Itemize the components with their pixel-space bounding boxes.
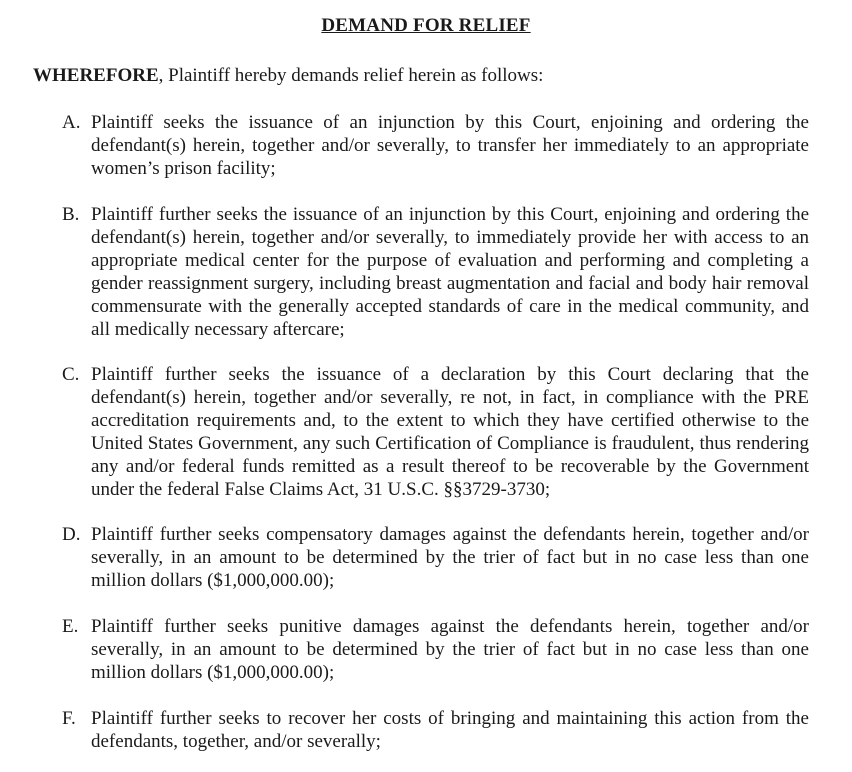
relief-item-d bbox=[62, 523, 809, 592]
intro-lead: WHEREFORE bbox=[33, 65, 159, 86]
relief-item-marker: D. bbox=[62, 524, 81, 545]
relief-item-f bbox=[62, 707, 809, 753]
relief-item-text: Plaintiff further seeks the issuance of a declaration by this Court declaring that the defendant(s) herein, together and/or severally, re not, in fact, in compliance with the PRE accreditation requirements and, to the extent to which they have certified otherwise to the United States Government, any such Certification of Compliance is fraudulent, thus rendering any and/or federal funds remitted as a result thereof to be recoverable by the Government under the federal False Claims Act, 31 U.S.C. §§3729-3730; bbox=[91, 364, 809, 500]
relief-item-text: Plaintiff seeks the issuance of an injunction by this Court, enjoining and ordering the defendant(s) herein, together and/or severally, to transfer her immediately to an appropriate women’s prison facility; bbox=[91, 112, 809, 179]
relief-item-c bbox=[62, 363, 809, 501]
relief-item-marker: C. bbox=[62, 364, 80, 385]
relief-item-text: Plaintiff further seeks compensatory damages against the defendants herein, together and/or severally, in an amount to be determined by the trier of fact but in no case less than one million dollars ($1,000,000.00); bbox=[91, 524, 809, 591]
relief-item-text: Plaintiff further seeks punitive damages against the defendants herein, together and/or severally, in an amount to be determined by the trier of fact but in no case less than one million dollars ($1,000,000.00); bbox=[91, 616, 809, 683]
relief-item-b bbox=[62, 203, 809, 341]
page-title: DEMAND FOR RELIEF bbox=[321, 15, 531, 36]
relief-item-a bbox=[62, 111, 809, 180]
relief-item-marker: E. bbox=[62, 616, 79, 637]
intro-paragraph bbox=[33, 64, 823, 87]
relief-item-text: Plaintiff further seeks the issuance of an injunction by this Court, enjoining and ordering the defendant(s) herein, together and/or severally, to immediately provide her with access to an appropriate medical center for the purpose of evaluation and performing and completing a gender reassignment surgery, including breast augmentation and facial and body hair removal commensurate with the generally accepted standards of care in the medical community, and all medically necessary aftercare; bbox=[91, 204, 809, 340]
relief-item-marker: F. bbox=[62, 708, 76, 729]
relief-item-marker: B. bbox=[62, 204, 80, 225]
intro-text: , Plaintiff hereby demands relief herein as follows: bbox=[158, 65, 544, 86]
relief-item-e bbox=[62, 615, 809, 684]
relief-item-marker: A. bbox=[62, 112, 81, 133]
relief-item-text: Plaintiff further seeks to recover her costs of bringing and maintaining this action from the defendants, together, and/or severally; bbox=[91, 708, 809, 752]
